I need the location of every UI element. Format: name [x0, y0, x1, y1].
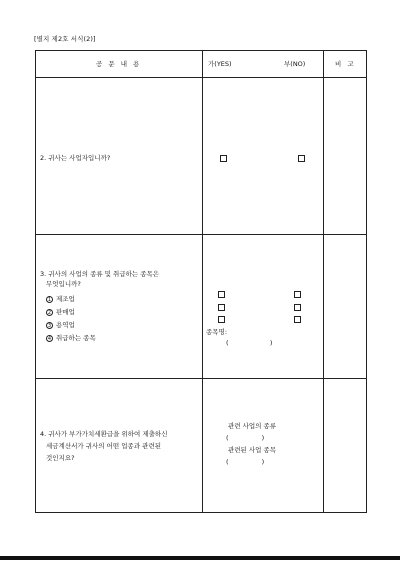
q3-option-4 — [46, 333, 96, 342]
question-4-line2: 세금계산서가 귀사의 어떤 업종과 관련된 — [46, 442, 162, 450]
option-label: 제조업 — [56, 295, 75, 303]
circled-number: 2 — [47, 309, 52, 316]
q3-no-checkbox-2[interactable] — [294, 304, 301, 311]
column-divider-remarks — [323, 51, 324, 512]
q3-no-checkbox-3[interactable] — [294, 316, 301, 323]
page-bottom-rule — [0, 556, 400, 560]
q2-no-checkbox[interactable] — [298, 155, 305, 162]
circled-number: 4 — [47, 335, 52, 342]
question-3-line2: 무엇입니까? — [46, 280, 81, 288]
question-4-line3: 것인지요? — [46, 454, 75, 462]
option-label: 용역업 — [56, 321, 75, 329]
related-business-field[interactable]: ( ) — [226, 434, 265, 442]
related-item-field[interactable]: ( ) — [226, 458, 265, 466]
q3-yes-checkbox-3[interactable] — [218, 316, 225, 323]
question-2-text: 2. 귀사는 사업자입니까? — [40, 154, 111, 162]
header-remarks: 비 고 — [335, 60, 356, 68]
related-business-label: 관련 사업의 종류 — [228, 422, 277, 430]
q2-yes-checkbox[interactable] — [220, 155, 227, 162]
q3-yes-checkbox-1[interactable] — [218, 291, 225, 298]
related-item-label: 관련된 사업 종목 — [228, 446, 277, 454]
header-content: 공 문 내 용 — [96, 60, 142, 68]
form-id: [별지 제2호 서식(2)] — [34, 35, 96, 43]
row-divider-q2 — [36, 234, 366, 235]
header-no: 부(NO) — [284, 60, 306, 68]
q3-option-3 — [46, 320, 75, 329]
q3-no-checkbox-1[interactable] — [294, 291, 301, 298]
circled-number: 3 — [47, 322, 52, 329]
question-4-line1: 4. 귀사가 부가가치세환급을 위하여 제출하신 — [40, 430, 168, 438]
header-divider — [36, 77, 366, 78]
q3-option-1 — [46, 294, 75, 303]
item-name-label: 종목명: — [206, 328, 228, 336]
item-name-field[interactable]: ( ) — [226, 339, 273, 347]
question-3-line1: 3. 귀사의 사업의 종류 및 취급하는 종목은 — [40, 270, 160, 278]
option-label: 취급하는 종목 — [56, 334, 96, 342]
form-table — [35, 50, 367, 513]
circled-number: 1 — [47, 296, 52, 303]
q3-option-2 — [46, 307, 75, 316]
option-label: 판매업 — [56, 308, 75, 316]
header-yes: 가(YES) — [208, 60, 232, 68]
q3-yes-checkbox-2[interactable] — [218, 304, 225, 311]
row-divider-q3 — [36, 378, 366, 379]
column-divider-content — [202, 51, 203, 512]
